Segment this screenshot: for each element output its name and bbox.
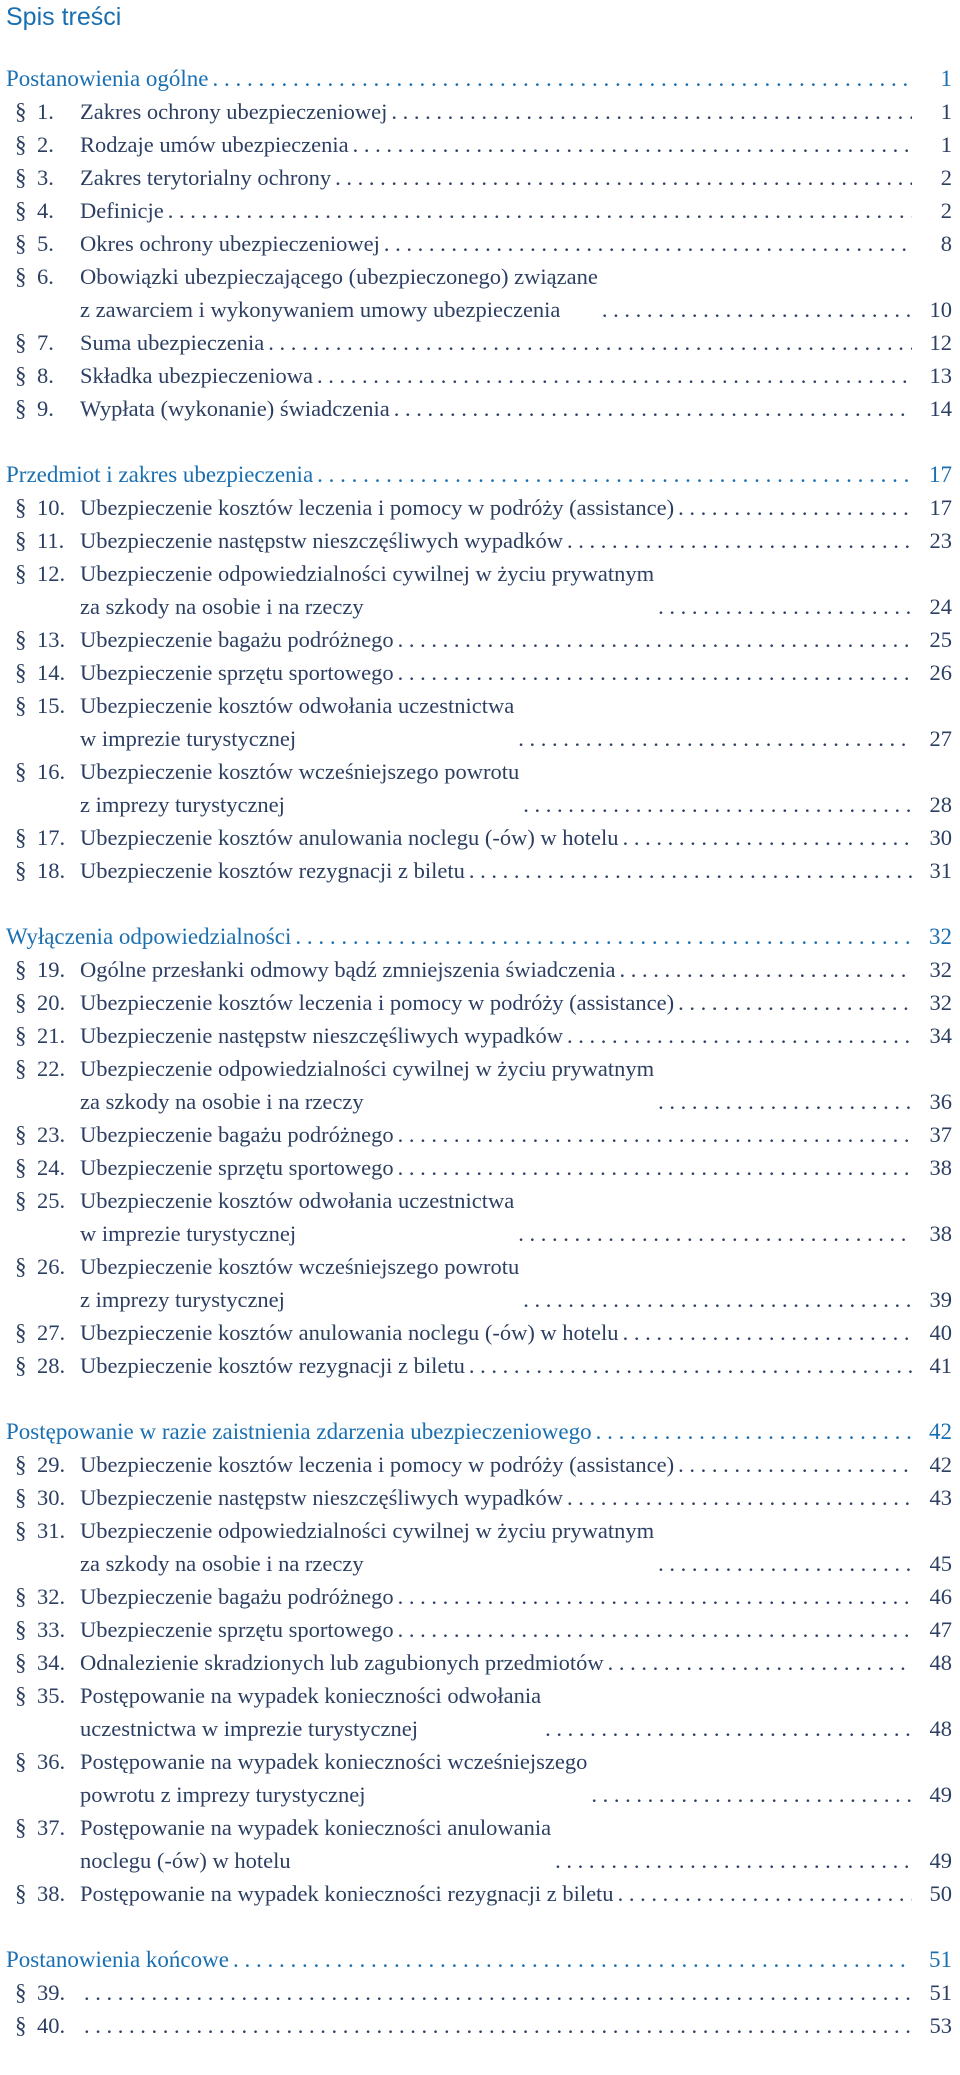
entry-number: 22. [37,1056,66,1081]
toc-entry[interactable] [0,986,960,1019]
entry-title: Ubezpieczenie kosztów leczenia i pomocy w podróży (assistance) [80,495,675,520]
dot-leader [391,95,912,128]
section-sign: § [15,132,27,157]
dot-leader [84,1976,912,2009]
section-sign: § [15,627,27,652]
dot-leader [619,953,912,986]
entry-number: 13. [37,627,66,652]
entry-number: 3. [37,165,54,190]
section-sign: § [15,2013,27,2038]
entry-page-number: 28 [929,792,952,817]
toc-entry[interactable] [0,161,960,194]
section-sign: § [15,198,27,223]
entry-number: 36. [37,1749,66,1774]
entry-title: Ubezpieczenie sprzętu sportowego [80,1617,394,1642]
entry-title: Postępowanie na wypadek konieczności odwołania uczestnictwa w imprezie turystycznej [80,1683,542,1741]
dot-leader [398,656,912,689]
dot-leader [523,1283,912,1316]
entry-number: 25. [37,1188,66,1213]
dot-leader [567,524,912,557]
entry-page-number: 38 [929,1155,952,1180]
section-sign: § [15,1650,27,1675]
dot-leader [398,1613,912,1646]
entry-number: 14. [37,660,66,685]
dot-leader [596,1415,912,1448]
entry-title: Obowiązki ubezpieczającego (ubezpieczonego) związane z zawarciem i wykonywaniem umowy ubezpieczenia [80,264,598,322]
dot-leader [658,590,912,623]
entry-number: 38. [37,1881,66,1906]
dot-leader [658,1085,912,1118]
dot-leader [398,1151,912,1184]
section-sign: § [15,1023,27,1048]
section-sign: § [15,1980,27,2005]
dot-leader [678,986,912,1019]
entry-page-number: 49 [929,1782,952,1807]
toc-entry[interactable] [0,95,960,128]
section-sign: § [15,1518,27,1543]
entry-page-number: 13 [929,363,952,388]
entry-number: 34. [37,1650,66,1675]
dot-leader [398,623,912,656]
toc-entry[interactable] [0,1019,960,1052]
dot-leader [623,1316,912,1349]
toc-entry[interactable] [0,1877,960,1910]
entry-page-number: 1 [940,99,952,124]
toc-entry[interactable] [0,2009,960,2042]
section-sign: § [15,858,27,883]
toc-entry[interactable] [0,1316,960,1349]
section-sign: § [15,990,27,1015]
entry-page-number: 47 [929,1617,952,1642]
dot-leader [518,1217,912,1250]
toc-entry[interactable] [0,326,960,359]
section-sign: § [15,1155,27,1180]
entry-page-number: 42 [929,1452,952,1477]
dot-leader [518,722,912,755]
entry-number: 1. [37,99,54,124]
dot-leader [317,359,912,392]
entry-title: Ubezpieczenie bagażu podróżnego [80,1584,394,1609]
dot-leader [335,161,912,194]
dot-leader [591,1778,912,1811]
entry-page-number: 8 [940,231,952,256]
toc-entry[interactable] [0,1679,960,1745]
entry-title: Ubezpieczenie odpowiedzialności cywilnej w życiu prywatnym za szkody na osobie i na rzeczy [80,561,655,619]
entry-page-number: 30 [929,825,952,850]
dot-leader [317,458,912,491]
entry-page-number: 45 [929,1551,952,1576]
entry-title: Składka ubezpieczeniowa [80,363,314,388]
section-sign: § [15,825,27,850]
section-sign: § [15,264,27,289]
entry-number: 20. [37,990,66,1015]
entry-title: Definicje [80,198,164,223]
page-title: Spis treści [6,3,122,31]
toc-entry[interactable] [0,1349,960,1382]
section-sign: § [15,396,27,421]
dot-leader [469,1349,912,1382]
entry-page-number: 24 [929,594,952,619]
entry-title: Ubezpieczenie kosztów leczenia i pomocy w podróży (assistance) [80,990,675,1015]
section-heading[interactable] [0,62,960,95]
dot-leader [678,491,912,524]
toc-section [0,920,960,1382]
entry-title: Ubezpieczenie kosztów anulowania noclegu (-ów) w hotelu [80,1320,619,1345]
dot-leader [678,1448,912,1481]
dot-leader [398,1118,912,1151]
toc-entry[interactable] [0,1481,960,1514]
toc-entry[interactable] [0,1514,960,1580]
entry-title: Ubezpieczenie bagażu podróżnego [80,1122,394,1147]
section-heading-label: Wyłączenia odpowiedzialności [6,924,292,949]
entry-page-number: 27 [929,726,952,751]
section-sign: § [15,1353,27,1378]
entry-title: Ubezpieczenie następstw nieszczęśliwych wypadków [80,528,563,553]
section-heading[interactable] [0,1943,960,1976]
dot-leader [268,326,912,359]
toc-entry[interactable] [0,359,960,392]
entry-page-number: 46 [929,1584,952,1609]
section-sign: § [15,1617,27,1642]
toc-entry[interactable] [0,623,960,656]
section-heading[interactable] [0,1415,960,1448]
section-sign: § [15,1452,27,1477]
section-sign: § [15,1683,27,1708]
entry-page-number: 36 [929,1089,952,1114]
toc-entry[interactable] [0,1976,960,2009]
dot-leader [394,392,912,425]
section-sign: § [15,759,27,784]
entry-number: 17. [37,825,66,850]
section-page-number: 51 [929,1947,952,1972]
toc-entry[interactable] [0,1448,960,1481]
entry-page-number: 17 [929,495,952,520]
section-page-number: 17 [929,462,952,487]
entry-number: 23. [37,1122,66,1147]
section-sign: § [15,1320,27,1345]
toc-entry[interactable] [0,227,960,260]
dot-leader [618,1877,912,1910]
dot-leader [353,128,912,161]
dot-leader [168,194,912,227]
dot-leader [295,920,912,953]
entry-number: 32. [37,1584,66,1609]
entry-title: Zakres ochrony ubezpieczeniowej [80,99,388,124]
entry-page-number: 14 [929,396,952,421]
section-page-number: 42 [929,1419,952,1444]
entry-number: 16. [37,759,66,784]
toc-section [0,62,960,425]
entry-page-number: 12 [929,330,952,355]
entry-number: 12. [37,561,66,586]
entry-number: 24. [37,1155,66,1180]
entry-page-number: 23 [929,528,952,553]
section-heading[interactable] [0,920,960,953]
entry-title: Ubezpieczenie kosztów wcześniejszego powrotu z imprezy turystycznej [80,1254,520,1312]
entry-page-number: 25 [929,627,952,652]
toc-entry[interactable] [0,1580,960,1613]
dot-leader [608,1646,912,1679]
entry-title: Suma ubezpieczenia [80,330,265,355]
entry-page-number: 50 [929,1881,952,1906]
entry-number: 2. [37,132,54,157]
toc-entry[interactable] [0,1745,960,1811]
entry-title: Ogólne przesłanki odmowy bądź zmniejszenia świadczenia [80,957,616,982]
table-of-contents [0,62,960,2075]
entry-title: Ubezpieczenie kosztów anulowania noclegu (-ów) w hotelu [80,825,619,850]
entry-page-number: 10 [929,297,952,322]
dot-leader [545,1712,912,1745]
section-sign: § [15,1056,27,1081]
entry-title: Ubezpieczenie kosztów rezygnacji z biletu [80,1353,465,1378]
section-sign: § [15,231,27,256]
entry-number: 6. [37,264,54,289]
entry-title: Ubezpieczenie kosztów odwołania uczestnictwa w imprezie turystycznej [80,1188,515,1246]
entry-number: 27. [37,1320,66,1345]
entry-page-number: 34 [929,1023,952,1048]
entry-number: 11. [37,528,65,553]
dot-leader [602,293,912,326]
entry-title: Ubezpieczenie następstw nieszczęśliwych wypadków [80,1485,563,1510]
section-sign: § [15,957,27,982]
entry-page-number: 37 [929,1122,952,1147]
section-sign: § [15,561,27,586]
entry-number: 4. [37,198,54,223]
entry-page-number: 51 [929,1980,952,2005]
entry-title: Rodzaje umów ubezpieczenia [80,132,349,157]
dot-leader [213,62,913,95]
entry-title: Postępowanie na wypadek konieczności rezygnacji z biletu [80,1881,614,1906]
section-heading-label: Postępowanie w razie zaistnienia zdarzenia ubezpieczeniowego [6,1419,592,1444]
entry-number: 40. [37,2013,66,2038]
section-heading-label: Postanowienia ogólne [6,66,209,91]
section-sign: § [15,660,27,685]
entry-title: Ubezpieczenie kosztów leczenia i pomocy w podróży (assistance) [80,1452,675,1477]
entry-title: Postępowanie na wypadek konieczności anulowania noclegu (-ów) w hotelu [80,1815,552,1873]
toc-entry[interactable] [0,1250,960,1316]
toc-entry[interactable] [0,1151,960,1184]
entry-title: Ubezpieczenie bagażu podróżnego [80,627,394,652]
entry-page-number: 31 [929,858,952,883]
toc-entry[interactable] [0,524,960,557]
entry-number: 15. [37,693,66,718]
toc-entry[interactable] [0,128,960,161]
entry-page-number: 32 [929,957,952,982]
toc-entry[interactable] [0,689,960,755]
section-heading-label: Postanowienia końcowe [6,1947,229,1972]
section-sign: § [15,1122,27,1147]
entry-page-number: 48 [929,1716,952,1741]
entry-page-number: 53 [929,2013,952,2038]
entry-page-number: 39 [929,1287,952,1312]
toc-entry[interactable] [0,1052,960,1118]
dot-leader [469,854,912,887]
entry-title: Ubezpieczenie kosztów rezygnacji z biletu [80,858,465,883]
entry-number: 8. [37,363,54,388]
toc-entry[interactable] [0,953,960,986]
entry-page-number: 1 [940,132,952,157]
section-sign: § [15,1584,27,1609]
section-sign: § [15,1749,27,1774]
dot-leader [567,1019,912,1052]
entry-number: 29. [37,1452,66,1477]
entry-number: 30. [37,1485,66,1510]
entry-page-number: 43 [929,1485,952,1510]
entry-number: 26. [37,1254,66,1279]
toc-entry[interactable] [0,854,960,887]
toc-entry[interactable] [0,1646,960,1679]
entry-page-number: 49 [929,1848,952,1873]
entry-number: 37. [37,1815,66,1840]
toc-entry[interactable] [0,1613,960,1646]
toc-entry[interactable] [0,656,960,689]
entry-number: 7. [37,330,54,355]
toc-section [0,1415,960,1910]
section-sign: § [15,165,27,190]
entry-page-number: 2 [940,198,952,223]
entry-title: Wypłata (wykonanie) świadczenia [80,396,390,421]
entry-number: 33. [37,1617,66,1642]
toc-entry[interactable] [0,1184,960,1250]
entry-title: Ubezpieczenie kosztów wcześniejszego powrotu z imprezy turystycznej [80,759,520,817]
entry-number: 18. [37,858,66,883]
dot-leader [84,2009,912,2042]
section-sign: § [15,1188,27,1213]
section-sign: § [15,1254,27,1279]
entry-page-number: 26 [929,660,952,685]
toc-entry[interactable] [0,557,960,623]
toc-entry[interactable] [0,260,960,326]
entry-number: 31. [37,1518,66,1543]
toc-entry[interactable] [0,821,960,854]
toc-entry[interactable] [0,194,960,227]
entry-title: Ubezpieczenie sprzętu sportowego [80,660,394,685]
entry-page-number: 40 [929,1320,952,1345]
section-page-number: 32 [929,924,952,949]
dot-leader [555,1844,912,1877]
toc-entry[interactable] [0,755,960,821]
entry-number: 5. [37,231,54,256]
entry-title: Okres ochrony ubezpieczeniowej [80,231,380,256]
section-sign: § [15,363,27,388]
entry-title: Odnalezienie skradzionych lub zagubionych przedmiotów [80,1650,604,1675]
dot-leader [384,227,912,260]
entry-number: 39. [37,1980,66,2005]
entry-page-number: 41 [929,1353,952,1378]
toc-entry[interactable] [0,392,960,425]
entry-title: Postępowanie na wypadek konieczności wcześniejszego powrotu z imprezy turystycznej [80,1749,588,1807]
entry-page-number: 2 [940,165,952,190]
entry-title: Ubezpieczenie kosztów odwołania uczestnictwa w imprezie turystycznej [80,693,515,751]
section-page-number: 1 [940,66,952,91]
section-sign: § [15,1881,27,1906]
entry-number: 28. [37,1353,66,1378]
entry-number: 19. [37,957,66,982]
dot-leader [567,1481,912,1514]
entry-number: 35. [37,1683,66,1708]
toc-entry[interactable] [0,1811,960,1877]
section-sign: § [15,330,27,355]
section-sign: § [15,495,27,520]
dot-leader [658,1547,912,1580]
toc-section [0,1943,960,2042]
dot-leader [623,821,912,854]
entry-page-number: 48 [929,1650,952,1675]
entry-page-number: 38 [929,1221,952,1246]
section-sign: § [15,693,27,718]
section-sign: § [15,528,27,553]
dot-leader [233,1943,912,1976]
entry-title: Zakres terytorialny ochrony [80,165,332,190]
dot-leader [398,1580,912,1613]
section-sign: § [15,99,27,124]
section-heading[interactable] [0,458,960,491]
toc-entry[interactable] [0,1118,960,1151]
entry-number: 9. [37,396,54,421]
section-sign: § [15,1815,27,1840]
entry-title: Ubezpieczenie odpowiedzialności cywilnej w życiu prywatnym za szkody na osobie i na rzeczy [80,1056,655,1114]
dot-leader [523,788,912,821]
entry-title: Ubezpieczenie odpowiedzialności cywilnej w życiu prywatnym za szkody na osobie i na rzeczy [80,1518,655,1576]
entry-title: Ubezpieczenie sprzętu sportowego [80,1155,394,1180]
entry-number: 21. [37,1023,66,1048]
entry-number: 10. [37,495,66,520]
toc-entry[interactable] [0,491,960,524]
section-heading-label: Przedmiot i zakres ubezpieczenia [6,462,314,487]
entry-page-number: 32 [929,990,952,1015]
toc-section [0,458,960,887]
section-sign: § [15,1485,27,1510]
entry-title: Ubezpieczenie następstw nieszczęśliwych wypadków [80,1023,563,1048]
